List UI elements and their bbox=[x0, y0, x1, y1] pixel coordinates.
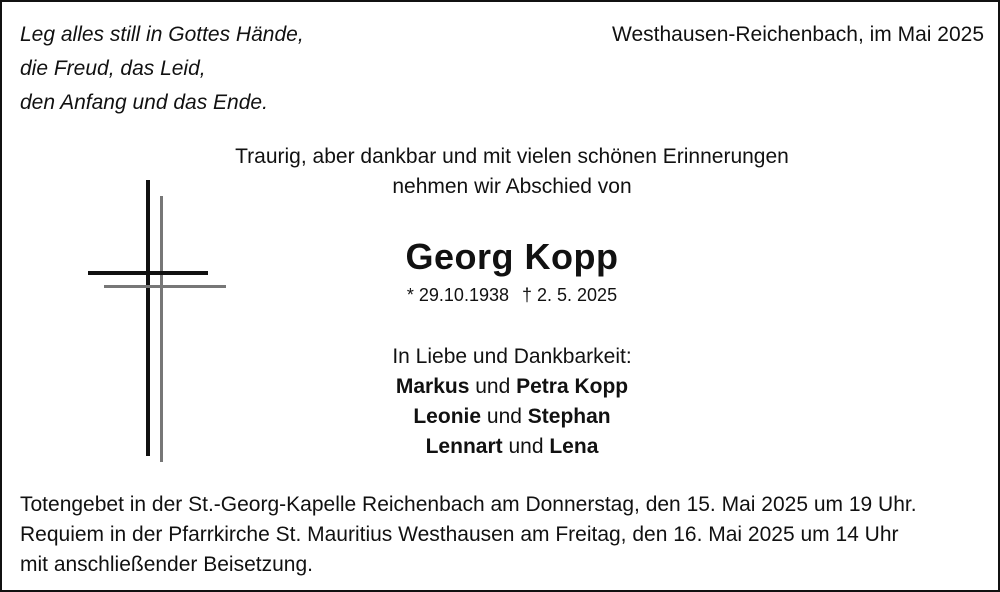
mourner-conj: und bbox=[486, 405, 522, 428]
mourner-name: Lennart bbox=[425, 435, 503, 458]
service-info bbox=[20, 490, 917, 580]
mourner-line bbox=[2, 402, 1000, 432]
service-line: Totengebet in der St.-Georg-Kapelle Reichenbach am Donnerstag, den 15. Mai 2025 um 19 Uhr. bbox=[20, 493, 917, 516]
verse-line: den Anfang und das Ende. bbox=[20, 91, 268, 114]
verse bbox=[20, 18, 304, 120]
deceased-name: Georg Kopp bbox=[405, 236, 619, 277]
death-date: † 2. 5. 2025 bbox=[522, 285, 618, 305]
birth-date: * 29.10.1938 bbox=[406, 285, 509, 305]
verse-line: Leg alles still in Gottes Hände, bbox=[20, 23, 304, 46]
mourner-conj: und bbox=[475, 375, 511, 398]
mourner-name: Markus bbox=[395, 375, 470, 398]
mourners-heading: In Liebe und Dankbarkeit: bbox=[392, 345, 632, 368]
life-dates bbox=[2, 285, 1000, 306]
service-line: mit anschließender Beisetzung. bbox=[20, 553, 313, 576]
place-date: Westhausen-Reichenbach, im Mai 2025 bbox=[612, 23, 984, 46]
mourner-name: Lena bbox=[549, 435, 599, 458]
mourner-line bbox=[2, 372, 1000, 402]
mourner-name: Leonie bbox=[413, 405, 482, 428]
intro-line: nehmen wir Abschied von bbox=[392, 175, 632, 198]
mourner-name: Stephan bbox=[527, 405, 611, 428]
intro-line: Traurig, aber dankbar und mit vielen schönen Erinnerungen bbox=[235, 145, 789, 168]
mourner-name: Petra Kopp bbox=[516, 375, 629, 398]
mourners bbox=[2, 342, 1000, 462]
mourner-line bbox=[2, 432, 1000, 462]
intro-text bbox=[2, 142, 1000, 202]
verse-line: die Freud, das Leid, bbox=[20, 57, 206, 80]
service-line: Requiem in der Pfarrkirche St. Mauritius Westhausen am Freitag, den 16. Mai 2025 um 14 Uhr bbox=[20, 523, 899, 546]
mourner-conj: und bbox=[508, 435, 544, 458]
